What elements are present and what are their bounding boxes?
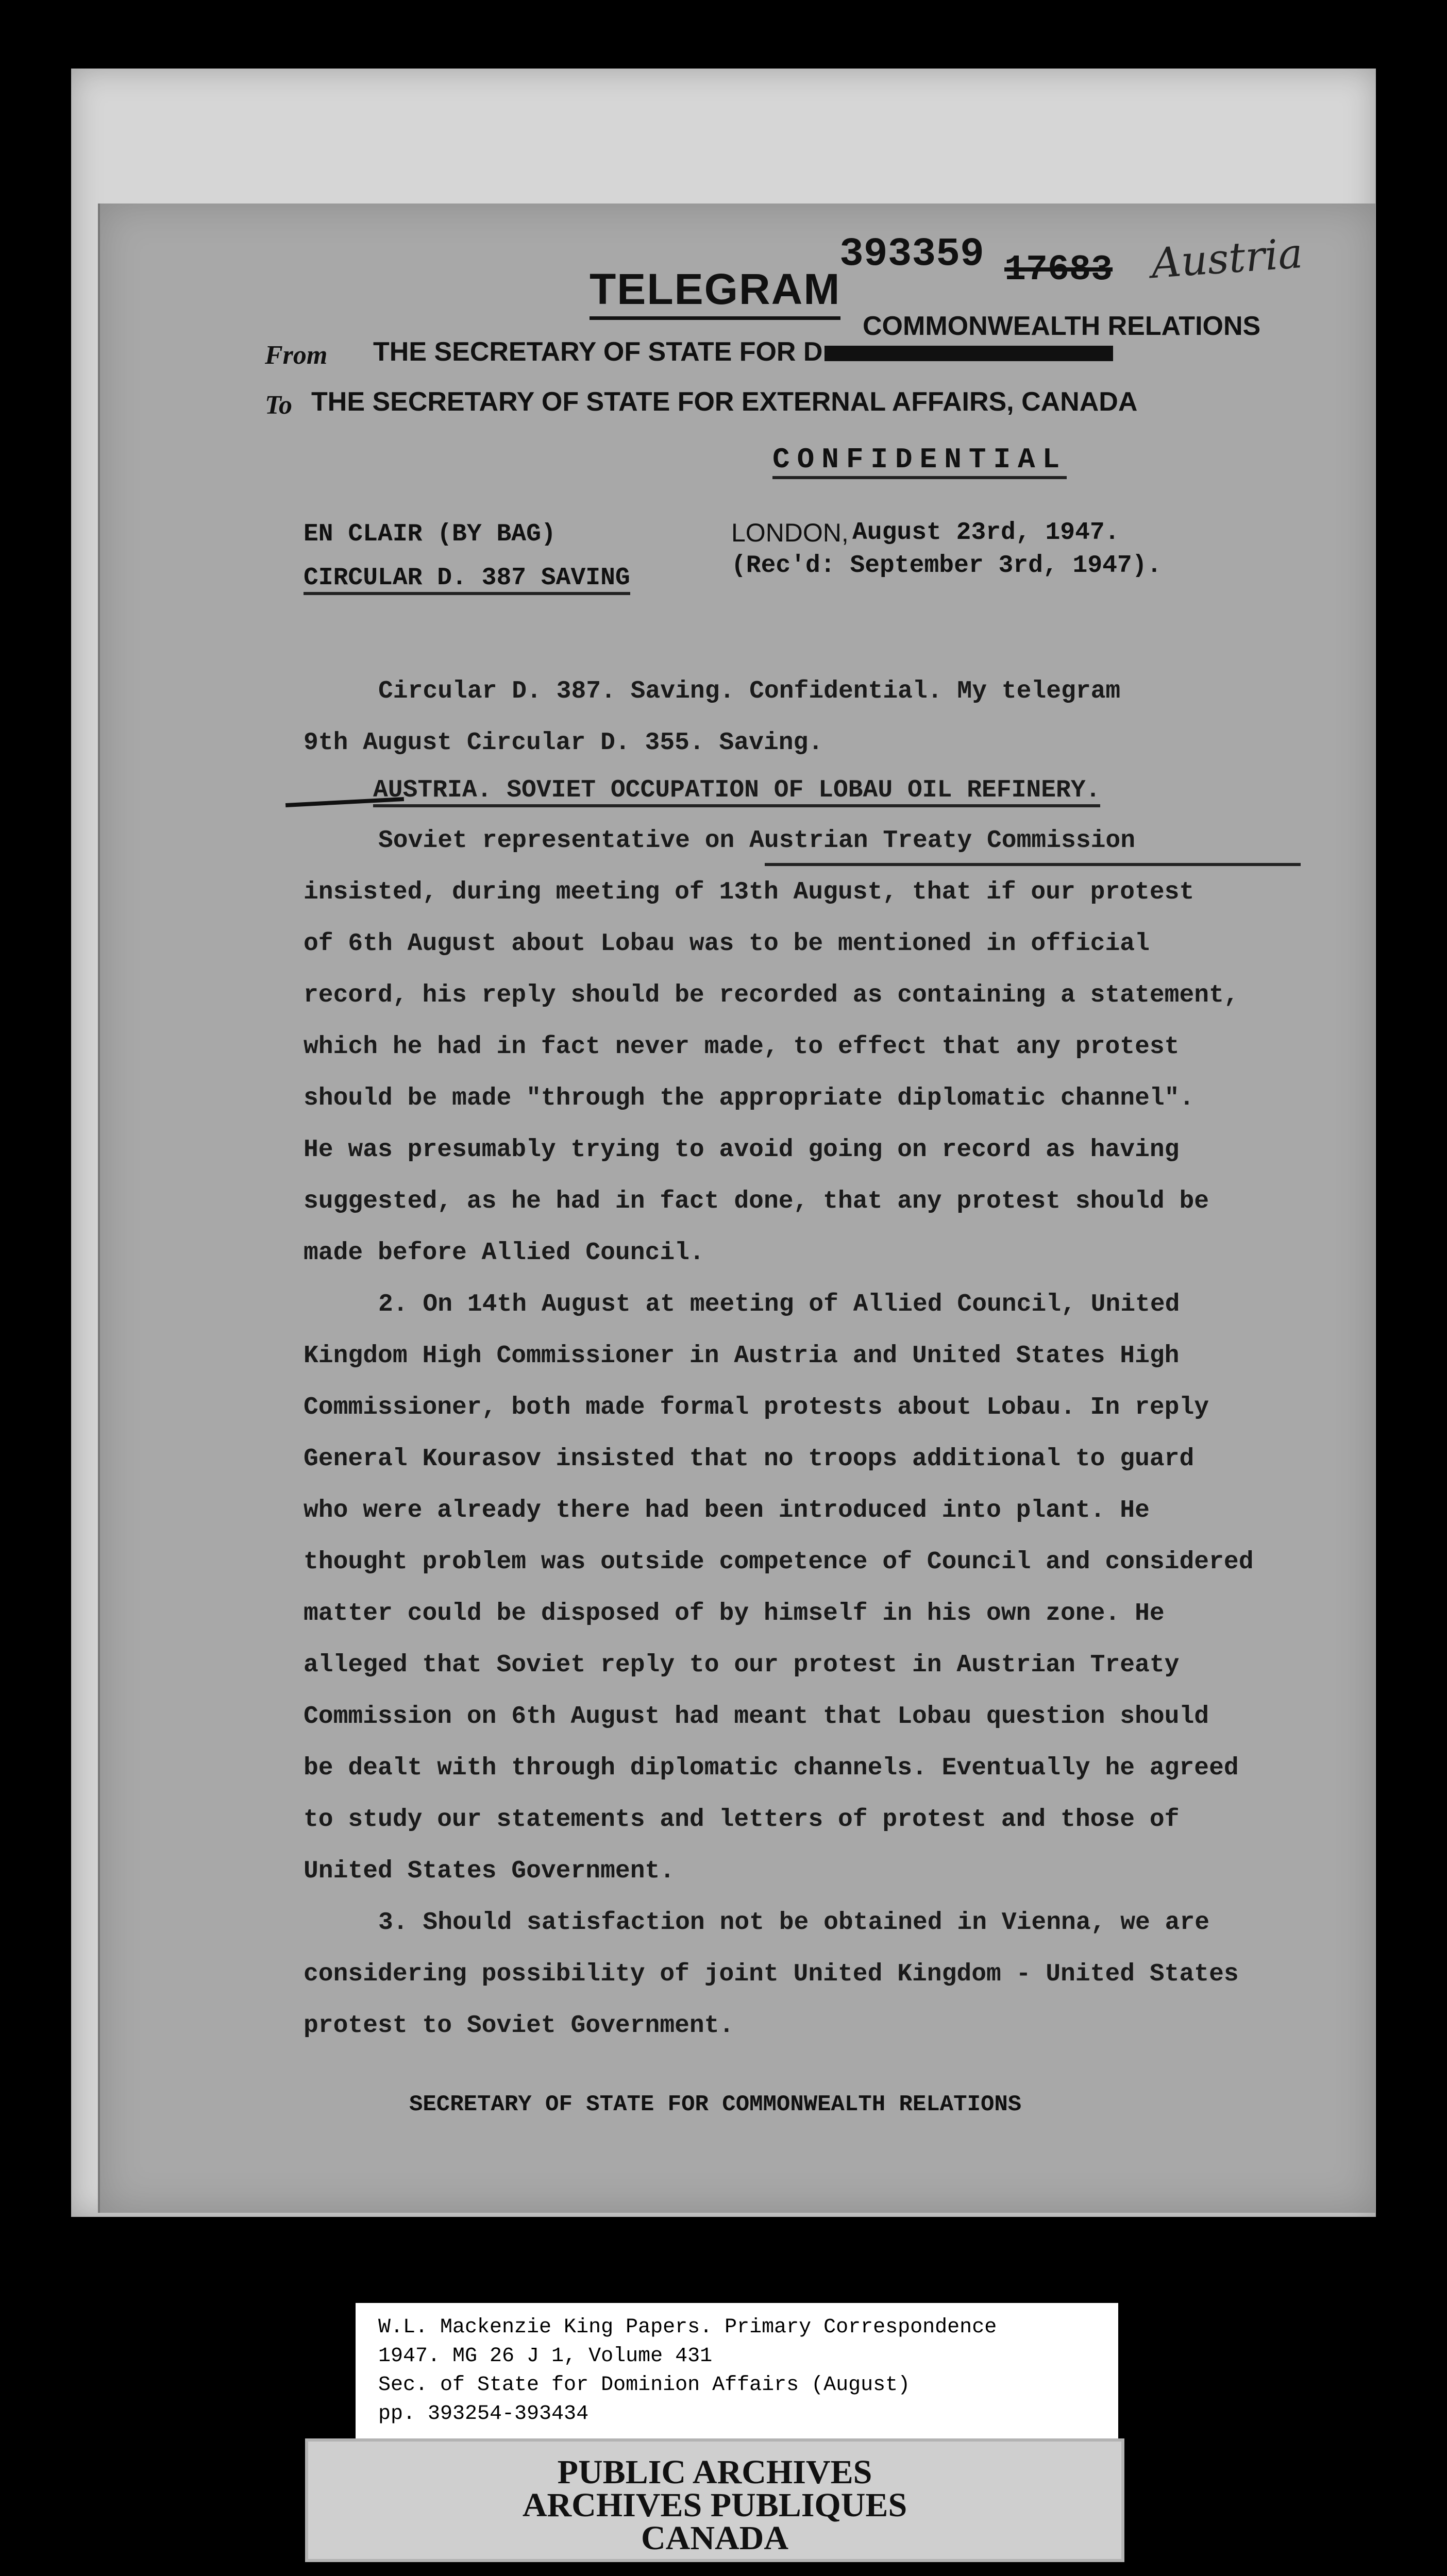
caption-line: 1947. MG 26 J 1, Volume 431 [378,2345,713,2368]
para1-line: should be made "through the appropriate diplomatic channel". [304,1084,1194,1112]
para2-line: to study our statements and letters of protest and those of [304,1806,1180,1834]
para1-line: of 6th August about Lobau was to be mentioned in official [304,930,1150,958]
para1-line: made before Allied Council. [304,1239,704,1267]
para1-line: which he had in fact never made, to effect that any protest [304,1033,1180,1061]
para1-text: Soviet representative on Austrian Treaty Commission [378,827,1136,855]
stamp-line: PUBLIC ARCHIVES [557,2453,872,2491]
circular-label: CIRCULAR D. 387 SAVING [304,564,630,595]
para3-line: 3. Should satisfaction not be obtained in Vienna, we are [378,1909,1210,1937]
para2-line: Commissioner, both made formal protests about Lobau. In reply [304,1394,1209,1421]
document-number: 393359 [839,232,984,277]
para2-line: 2. On 14th August at meeting of Allied Council, United [378,1291,1180,1318]
para1-line: He was presumably trying to avoid going on record as having [304,1136,1180,1164]
signature: SECRETARY OF STATE FOR COMMONWEALTH RELATIONS [409,2092,1022,2117]
received-label: (Rec'd: September 3rd, 1947). [731,552,1162,580]
para2-line: Commission on 6th August had meant that Lobau question should [304,1703,1209,1731]
date-label: August 23rd, 1947. [852,519,1120,547]
struck-number: 17683 [1004,250,1113,291]
stamp-line: CANADA [641,2519,788,2557]
archives-stamp [305,2438,1124,2562]
en-clair-label: EN CLAIR (BY BAG) [304,520,556,548]
place-label: LONDON, [731,518,849,547]
subject-line: AUSTRIA. SOVIET OCCUPATION OF LOBAU OIL REFINERY. [373,776,1100,807]
handwritten-note: Austria [1150,229,1304,288]
para2-line: matter could be disposed of by himself in his own zone. He [304,1600,1165,1628]
para2-line: alleged that Soviet reply to our protest in Austrian Treaty [304,1651,1180,1679]
stamp-line: ARCHIVES PUBLIQUES [522,2486,907,2524]
from-correction: COMMONWEALTH RELATIONS [863,311,1261,341]
caption-line: W.L. Mackenzie King Papers. Primary Correspondence [378,2316,997,2339]
para1-line: record, his reply should be recorded as containing a statement, [304,981,1239,1009]
para2-line: be dealt with through diplomatic channels. Eventually he agreed [304,1754,1239,1782]
para2-line: General Kourasov insisted that no troops additional to guard [304,1445,1194,1473]
intro-line: Circular D. 387. Saving. Confidential. My telegram [378,677,1121,705]
from-line [373,336,1113,367]
redaction-bar [825,346,1113,361]
para1-line [378,827,1135,855]
to-label: To [265,391,292,420]
para2-line: United States Government. [304,1857,675,1885]
caption-line: pp. 393254-393434 [378,2402,589,2426]
intro-line: 9th August Circular D. 355. Saving. [304,729,823,757]
underline-mark [765,863,1301,866]
telegram-sheet [98,204,1375,2213]
para2-line: Kingdom High Commissioner in Austria and United States High [304,1342,1180,1370]
para3-line: considering possibility of joint United Kingdom - United States [304,1960,1239,1988]
caption-line: Sec. of State for Dominion Affairs (August) [378,2374,911,2397]
para2-line: thought problem was outside competence of Council and considered [304,1548,1254,1576]
para1-line: suggested, as he had in fact done, that any protest should be [304,1188,1209,1215]
para3-line: protest to Soviet Government. [304,2012,734,2040]
page-title: TELEGRAM [590,264,840,320]
classification-label: CONFIDENTIAL [772,443,1067,479]
para2-line: who were already there had been introduced into plant. He [304,1497,1150,1524]
from-label: From [265,341,328,370]
archive-caption [356,2303,1118,2447]
to-text: THE SECRETARY OF STATE FOR EXTERNAL AFFAIRS, CANADA [311,387,1138,417]
from-text: THE SECRETARY OF STATE FOR D [373,337,823,367]
para1-line: insisted, during meeting of 13th August, that if our protest [304,878,1194,906]
